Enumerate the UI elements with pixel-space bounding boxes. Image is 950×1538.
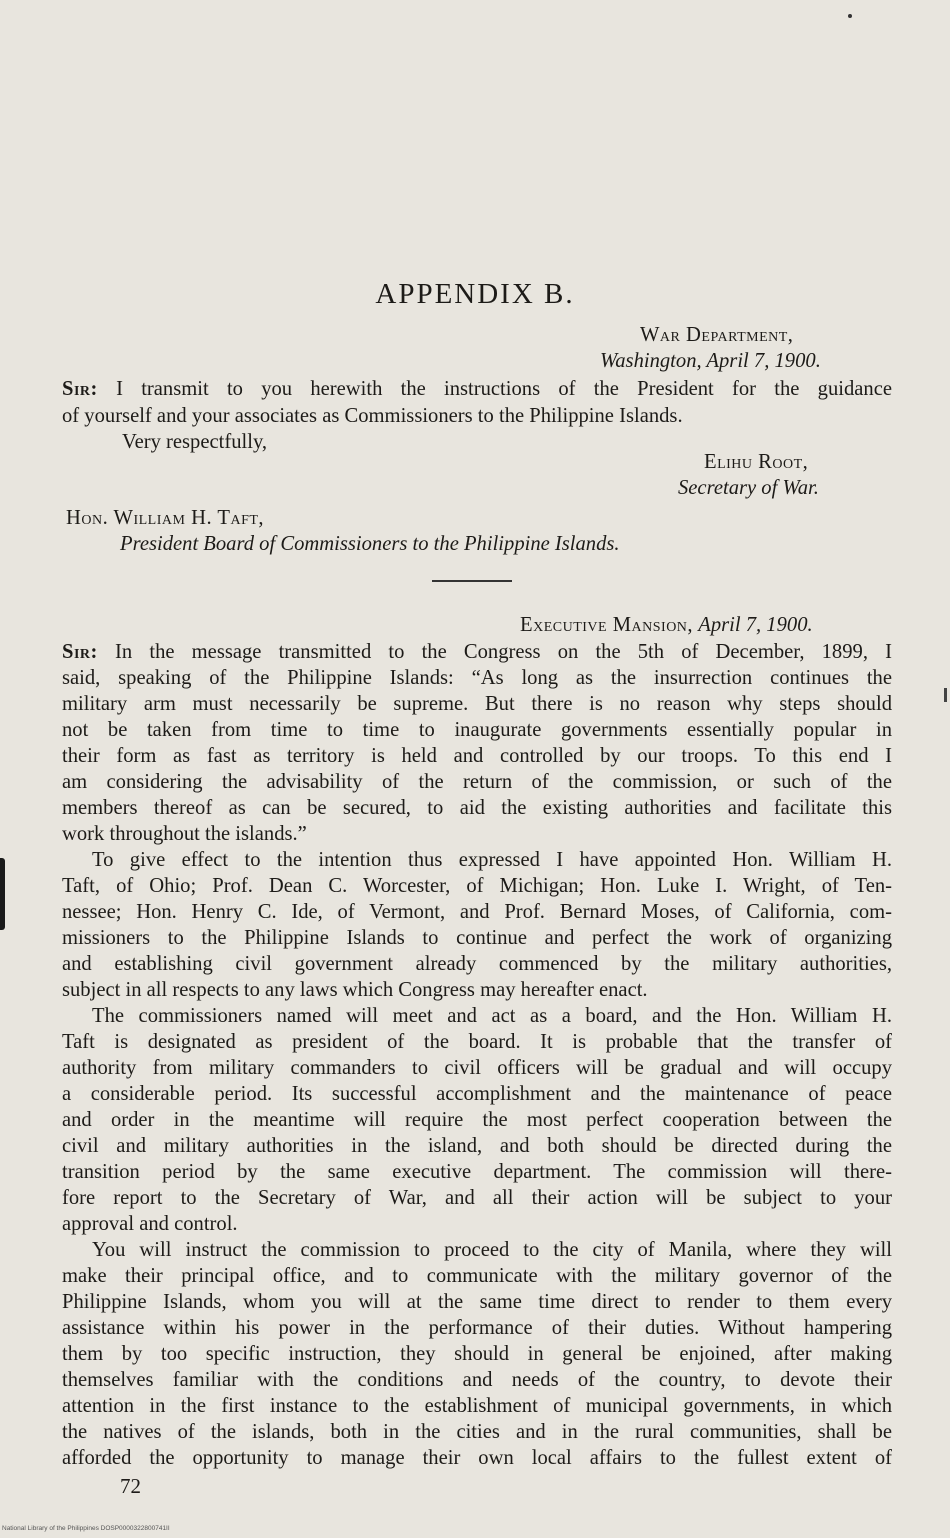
p4-line-4: assistance within his power in the performance of their duties. Without hampering xyxy=(62,1317,892,1339)
p3-line-9: approval and control. xyxy=(62,1213,238,1235)
p1-line-7: members thereof as can be secured, to aid the existing authorities and facilitate this xyxy=(62,797,892,819)
letter1-dept: War Department, xyxy=(640,324,794,346)
letter2-place-date: Executive Mansion, April 7, 1900. xyxy=(520,614,813,636)
letter1-line-1: Sir: I transmit to you herewith the instructions of the President for the guidance xyxy=(62,378,892,400)
p4-line-7: attention in the first instance to the establishment of municipal governments, in which xyxy=(62,1395,892,1417)
margin-mark xyxy=(944,688,947,702)
p2-line-1: To give effect to the intention thus expressed I have appointed Hon. William H. xyxy=(92,849,892,871)
binding-mark xyxy=(0,858,5,930)
letter1-addressee: Hon. William H. Taft, xyxy=(66,507,265,529)
letter1-line-2: of yourself and your associates as Commissioners to the Philippine Islands. xyxy=(62,405,683,427)
p1-line-8: work throughout the islands.” xyxy=(62,823,307,845)
p1-line-4: not be taken from time to time to inaugurate governments essentially popular in xyxy=(62,719,892,741)
page-number: 72 xyxy=(120,1474,141,1498)
appendix-heading: APPENDIX B. xyxy=(375,278,575,310)
speck xyxy=(848,14,852,18)
p4-line-1: You will instruct the commission to proceed to the city of Manila, where they will xyxy=(92,1239,892,1261)
p3-line-5: and order in the meantime will require the most perfect cooperation between the xyxy=(62,1109,892,1131)
salutation: Sir: xyxy=(62,378,98,400)
p1-line-1: Sir: In the message transmitted to the Congress on the 5th of December, 1899, I xyxy=(62,641,892,663)
p3-line-7: transition period by the same executive department. The commission will there- xyxy=(62,1161,892,1183)
letter1-signer-title: Secretary of War. xyxy=(678,477,819,499)
p2-line-3: nessee; Hon. Henry C. Ide, of Vermont, and Prof. Bernard Moses, of California, com- xyxy=(62,901,892,923)
p4-line-3: Philippine Islands, whom you will at the same time direct to render to them every xyxy=(62,1291,892,1313)
p3-line-1: The commissioners named will meet and act as a board, and the Hon. William H. xyxy=(92,1005,892,1027)
scan-footer: National Library of the Philippines DOSP0000322800741II xyxy=(2,1525,170,1532)
section-divider xyxy=(432,580,512,582)
p2-line-5: and establishing civil government already commenced by the military authorities, xyxy=(62,953,892,975)
p2-line-2: Taft, of Ohio; Prof. Dean C. Worcester, of Michigan; Hon. Luke I. Wright, of Ten- xyxy=(62,875,892,897)
p4-line-6: themselves familiar with the conditions and needs of the country, to devote their xyxy=(62,1369,892,1391)
letter1-signer: Elihu Root, xyxy=(704,451,809,473)
p3-line-3: authority from military commanders to civil officers will be gradual and will occupy xyxy=(62,1057,892,1079)
letter1-closing: Very respectfully, xyxy=(122,431,268,453)
p2-line-6: subject in all respects to any laws which Congress may hereafter enact. xyxy=(62,979,648,1001)
letter1-addressee-title: President Board of Commissioners to the Philippine Islands. xyxy=(120,533,620,555)
p4-line-9: afforded the opportunity to manage their own local affairs to the fullest extent of xyxy=(62,1447,892,1469)
p4-line-2: make their principal office, and to communicate with the military governor of the xyxy=(62,1265,892,1287)
p2-line-4: missioners to the Philippine Islands to continue and perfect the work of organizing xyxy=(62,927,892,949)
p3-line-2: Taft is designated as president of the board. It is probable that the transfer of xyxy=(62,1031,892,1053)
p4-line-8: the natives of the islands, both in the cities and in the rural communities, shall be xyxy=(62,1421,892,1443)
letter1-place-date: Washington, April 7, 1900. xyxy=(600,350,821,372)
p4-line-5: them by too specific instruction, they should in general be enjoined, after making xyxy=(62,1343,892,1365)
p3-line-6: civil and military authorities in the island, and both should be directed during the xyxy=(62,1135,892,1157)
p3-line-4: a considerable period. Its successful accomplishment and the maintenance of peace xyxy=(62,1083,892,1105)
p3-line-8: fore report to the Secretary of War, and all their action will be subject to your xyxy=(62,1187,892,1209)
p1-line-5: their form as fast as territory is held and controlled by our troops. To this end I xyxy=(62,745,892,767)
p1-line-3: military arm must necessarily be supreme. But there is no reason why steps should xyxy=(62,693,892,715)
p1-line-2: said, speaking of the Philippine Islands: “As long as the insurrection continues the xyxy=(62,667,892,689)
p1-line-6: am considering the advisability of the return of the commission, or such of the xyxy=(62,771,892,793)
